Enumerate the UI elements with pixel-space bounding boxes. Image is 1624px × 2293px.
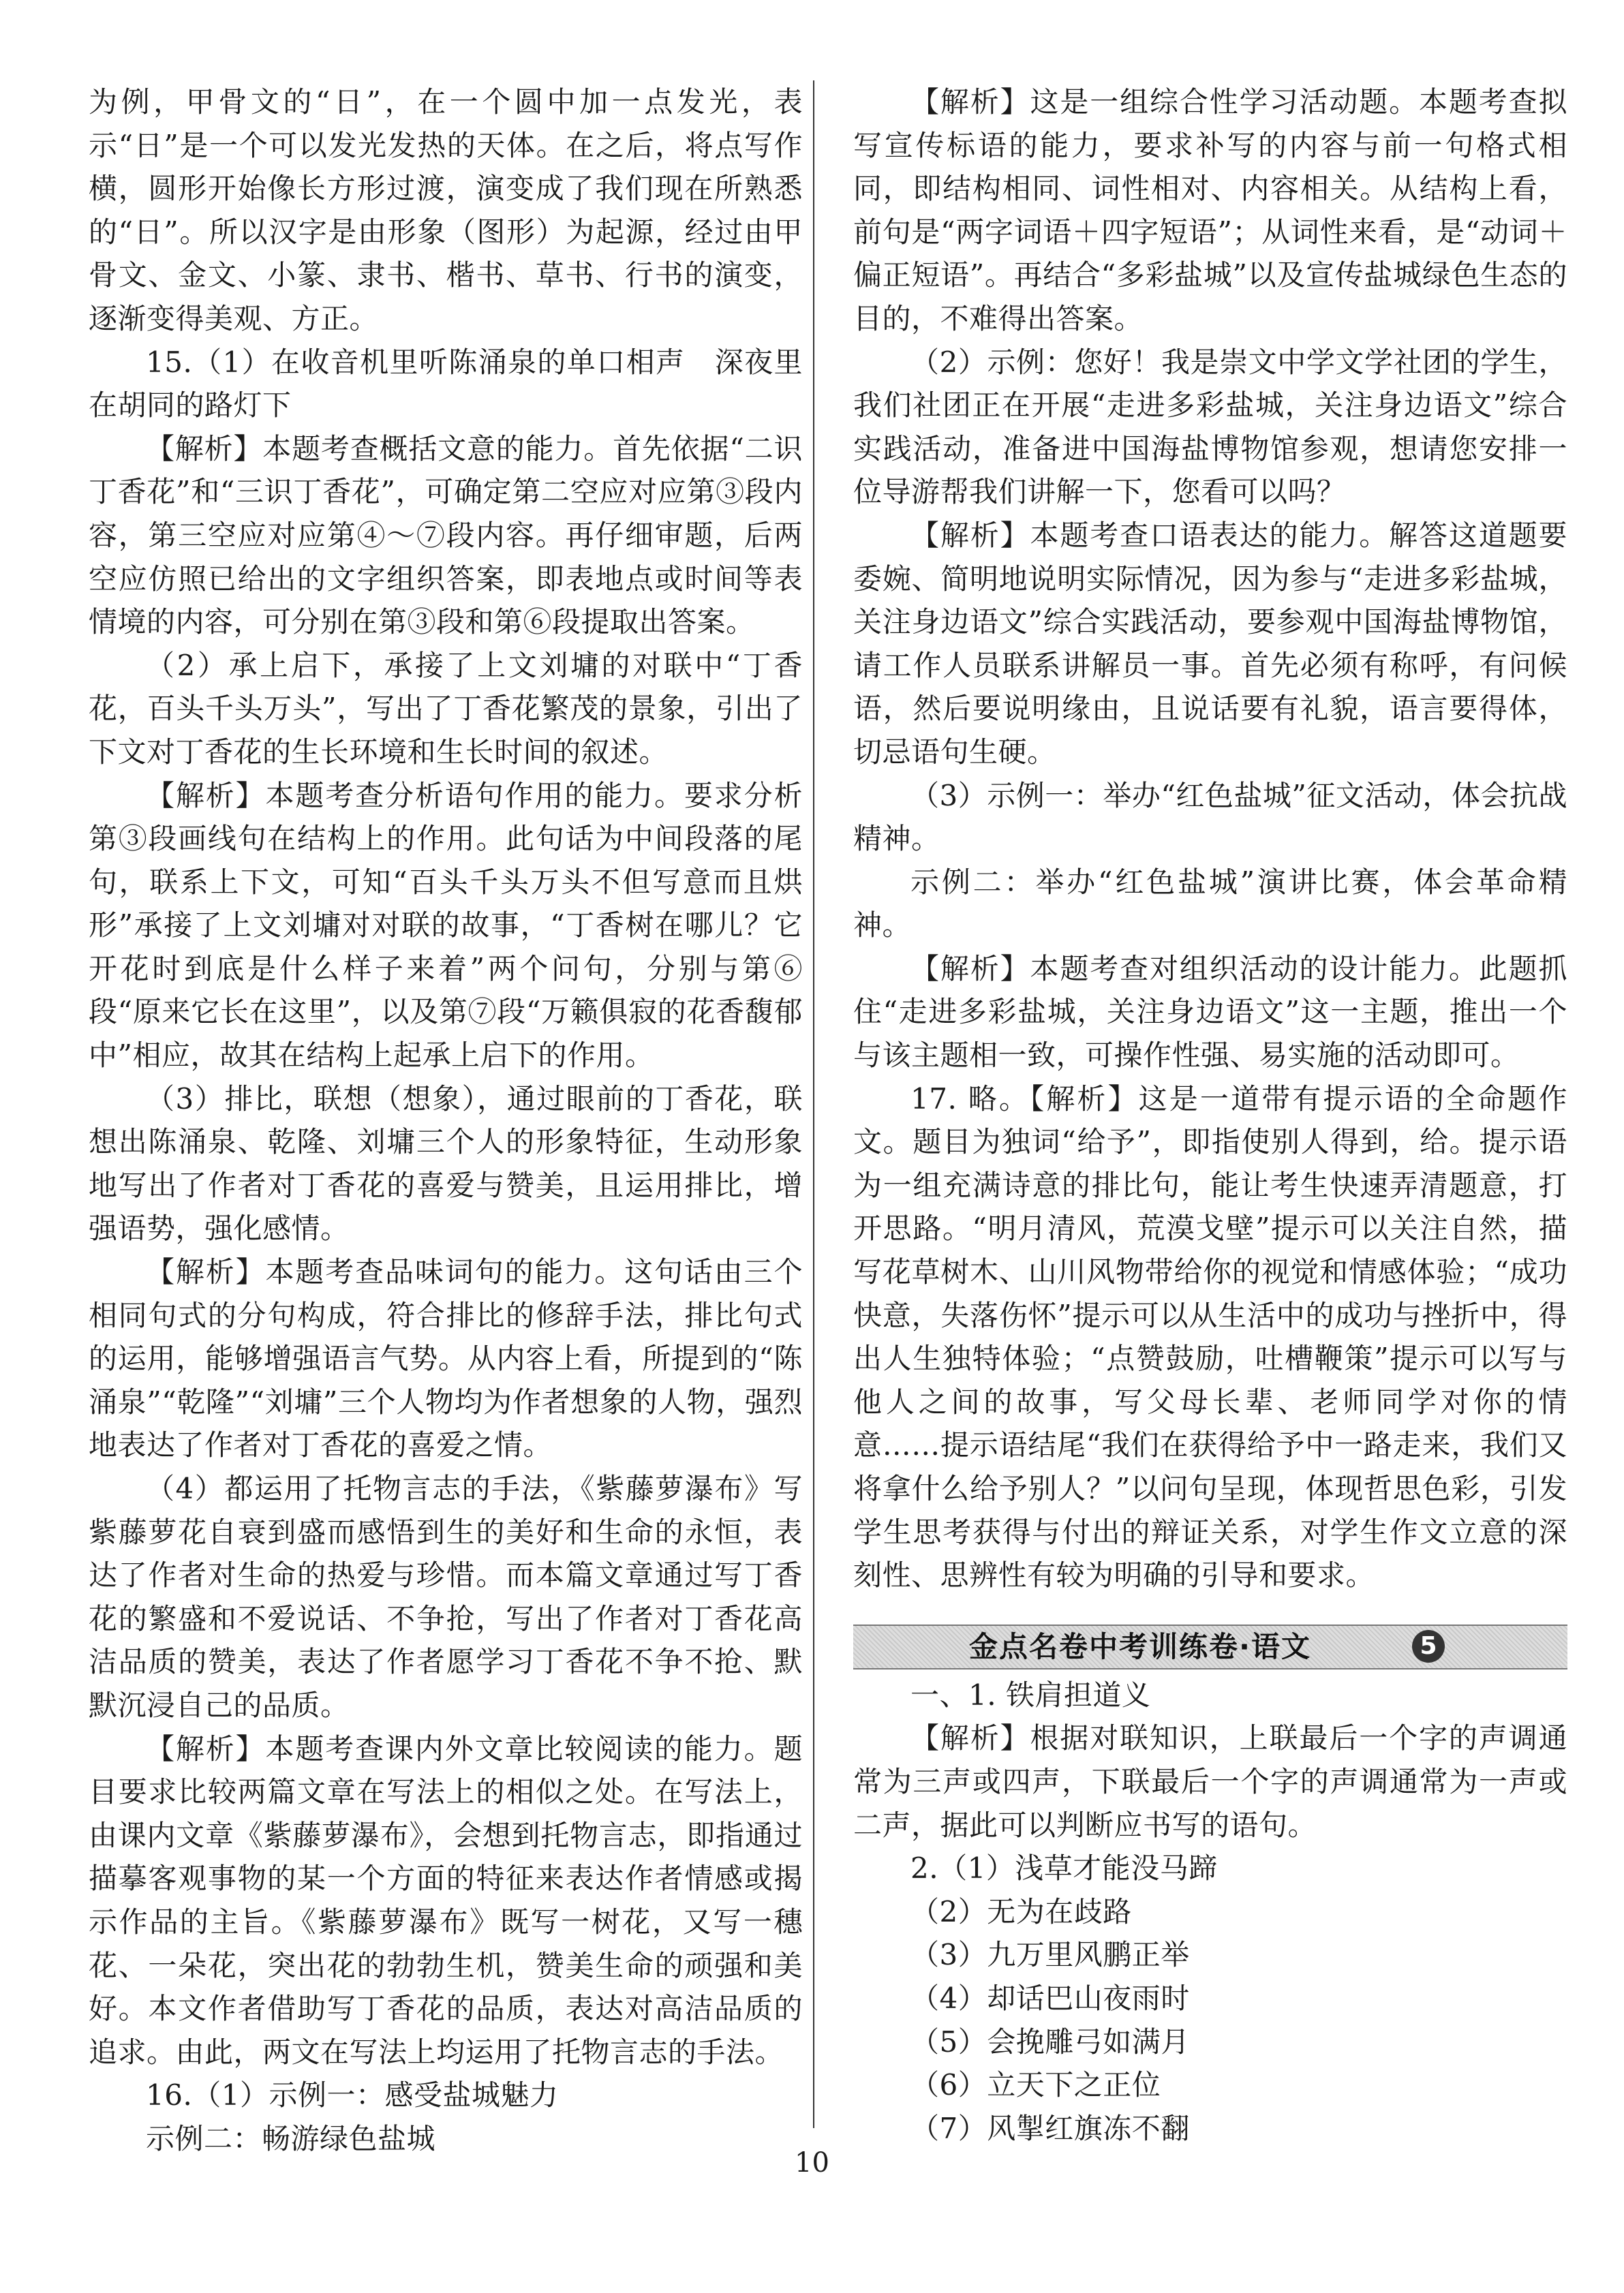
answer-2-6: （6）立天下之正位 [910, 2068, 1161, 2102]
analysis-paragraph: 【解析】本题考查课内外文章比较阅读的能力。题目要求比较两篇文章在写法上的相似之处。在写法上，由课内文章《紫藤萝瀑布》，会想到托物言志，即指通过描摹客观事物的某一个方面的特征来表达作者情感或揭示作品的主旨。《紫藤萝瀑布》既写一树花，又写一穗花、一朵花，突出花的勃勃生机，赞美生命的顽强和美好。本文作者借助写丁香花的品质，表达对高洁品质的追求。由此，两文在写法上均运用了托物言志的手法。 [89, 1732, 803, 2069]
answer-2-3: （3）九万里风鹏正举 [910, 1938, 1190, 1972]
paragraph: 为例，甲骨文的“日”，在一个圆中加一点发光，表示“日”是一个可以发光发热的天体。在之后，将点写作横，圆形开始像长方形过渡，演变成了我们现在所熟悉的“日”。所以汉字是由形象（图形）为起源，经过由甲骨文、金文、小篆、隶书、楷书、草书、行书的演变，逐渐变得美观、方正。 [89, 85, 803, 335]
page-number: 10 [795, 2147, 829, 2179]
analysis-paragraph: 【解析】本题考查对组织活动的设计能力。此题抓住“走进多彩盐城，关注身边语文”这一主题，推出一个与该主题相一致，可操作性强、易实施的活动即可。 [853, 951, 1567, 1073]
answer-15-2: （2）承上启下，承接了上文刘墉的对联中“丁香花，百头千头万头”，写出了丁香花繁茂的景象，引出了下文对丁香花的生长环境和生长时间的叙述。 [89, 648, 803, 769]
section-banner [853, 1625, 1567, 1669]
answer-17: 17. 略。【解析】这是一道带有提示语的全命题作文。题目为独词“给予”，即指使别人得到，给。提示语为一组充满诗意的排比句，能让考生快速弄清题意，打开思路。“明月清风，荒漠戈壁”提示可以关注自然，描写花草树木、山川风物带给你的视觉和情感体验；“成功快意，失落伤怀”提示可以从生活中的成功与挫折中，得出人生独特体验；“点赞鼓励，吐槽鞭策”提示可以写与他人之间的故事，写父母长辈、老师同学对你的情意……提示语结尾“我们在获得给予中一路走来，我们又将拿什么给予别人？”以问句呈现，体现哲思色彩，引发学生思考获得与付出的辩证关系，对学生作文立意的深刻性、思辨性有较为明确的引导和要求。 [853, 1081, 1567, 1592]
answer-15-1: 15.（1）在收音机里听陈涌泉的单口相声 深夜里在胡同的路灯下 [89, 345, 803, 422]
answer-16-1: 16.（1）示例一：感受盐城魅力 [146, 2078, 559, 2112]
analysis-paragraph: 【解析】本题考查口语表达的能力。解答这道题要委婉、简明地说明实际情况，因为参与“走进多彩盐城，关注身边语文”综合实践活动，要参观中国海盐博物馆，请工作人员联系讲解员一事。首先必须有称呼，有问候语，然后要说明缘由，且说话要有礼貌，语言要得体，切忌语句生硬。 [853, 518, 1567, 769]
answer-1-1: 一、1. 铁肩担道义 [910, 1678, 1151, 1712]
answer-16-2: （2）示例：您好！我是崇文中学文学社团的学生，我们社团正在开展“走进多彩盐城，关注身边语文”综合实践活动，准备进中国海盐博物馆参观，想请您安排一位导游帮我们讲解一下，您看可以吗？ [853, 345, 1567, 509]
analysis-paragraph: 【解析】本题考查概括文意的能力。首先依据“二识丁香花”和“三识丁香花”，可确定第二空应对应第③段内容，第三空应对应第④～⑦段内容。再仔细审题，后两空应仿照已给出的文字组织答案，即表地点或时间等表情境的内容，可分别在第③段和第⑥段提取出答案。 [89, 431, 803, 639]
section-number-badge: 5 [1412, 1630, 1445, 1663]
answer-2-2: （2）无为在歧路 [910, 1894, 1132, 1928]
analysis-paragraph: 【解析】根据对联知识，上联最后一个字的声调通常为三声或四声，下联最后一个字的声调通常为一声或二声，据此可以判断应书写的语句。 [853, 1721, 1567, 1842]
answer-15-4: （4）都运用了托物言志的手法，《紫藤萝瀑布》写紫藤萝花自衰到盛而感悟到生的美好和生命的永恒，表达了作者对生命的热爱与珍惜。而本篇文章通过写丁香花的繁盛和不爱说话、不争抢，写出了作者对丁香花高洁品质的赞美，表达了作者愿学习丁香花不争不抢、默默沉浸自己的品质。 [89, 1472, 803, 1722]
answer-2-1: 2.（1）浅草才能没马蹄 [910, 1851, 1218, 1886]
answer-16-3-example-2: 示例二：举办“红色盐城”演讲比赛，体会革命精神。 [853, 865, 1567, 942]
left-column [89, 80, 803, 2161]
analysis-paragraph: 【解析】本题考查分析语句作用的能力。要求分析第③段画线句在结构上的作用。此句话为中间段落的尾句，联系上下文，可知“百头千头万头不但写意而且烘形”承接了上文刘墉对对联的故事，“丁香树在哪儿？它开花时到底是什么样子来着”两个问句，分别与第⑥段“原来它长在这里”，以及第⑦段“万籁俱寂的花香馥郁中”相应，故其在结构上起承上启下的作用。 [89, 778, 803, 1073]
answer-16-3-example-1: （3）示例一：举办“红色盐城”征文活动，体会抗战精神。 [853, 778, 1567, 856]
answer-2-4: （4）却话巴山夜雨时 [910, 1981, 1190, 2015]
answer-2-7: （7）风掣红旗冻不翻 [910, 2111, 1190, 2145]
answer-15-3: （3）排比，联想（想象），通过眼前的丁香花，联想出陈涌泉、乾隆、刘墉三个人的形象特征，生动形象地写出了作者对丁香花的喜爱与赞美，且运用排比，增强语势，强化感情。 [89, 1081, 803, 1246]
answer-2-5: （5）会挽雕弓如满月 [910, 2025, 1190, 2059]
analysis-paragraph: 【解析】这是一组综合性学习活动题。本题考查拟写宣传标语的能力，要求补写的内容与前一句格式相同，即结构相同、词性相对、内容相关。从结构上看，前句是“两字词语＋四字短语”；从词性来看，是“动词＋偏正短语”。再结合“多彩盐城”以及宣传盐城绿色生态的目的，不难得出答案。 [853, 85, 1567, 335]
analysis-paragraph: 【解析】本题考查品味词句的能力。这句话由三个相同句式的分句构成，符合排比的修辞手法，排比句式的运用，能够增强语言气势。从内容上看，所提到的“陈涌泉”“乾隆”“刘墉”三个人物均为作者想象的人物，强烈地表达了作者对丁香花的喜爱之情。 [89, 1255, 803, 1462]
column-divider [813, 80, 814, 2128]
answer-16-example-2: 示例二：畅游绿色盐城 [146, 2121, 436, 2155]
section-title: 金点名卷中考训练卷·语文 [969, 1629, 1311, 1663]
right-column [853, 80, 1567, 2150]
